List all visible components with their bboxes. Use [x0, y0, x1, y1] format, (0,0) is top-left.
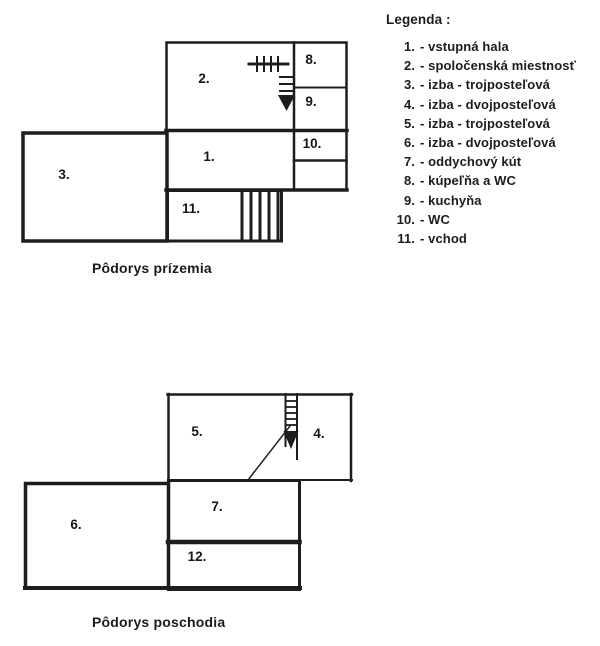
legend-item-number: 4. [403, 96, 415, 112]
upper-floor-plan [25, 394, 352, 590]
legend-item-text: - WC [420, 211, 450, 227]
legend-item-text: - spoločenská miestnosť [420, 58, 576, 74]
legend-item-number: 10. [396, 211, 415, 227]
legend-item-text: - izba - dvojposteľová [420, 96, 556, 112]
room-label-1: 1. [203, 149, 215, 164]
legend-title: Legenda : [386, 12, 451, 27]
legend-item-number: 1. [403, 39, 415, 54]
room-label-3: 3. [58, 167, 70, 182]
room-label-11: 11. [181, 201, 201, 216]
legend-item-text: - vchod [420, 231, 467, 247]
legend-item [386, 37, 598, 56]
legend-item-text: - izba - trojposteľová [420, 77, 550, 93]
legend-item-text: - oddychový kút [420, 154, 522, 170]
room-label-5: 5. [191, 424, 203, 439]
legend-item [386, 75, 598, 94]
legend-item [386, 171, 598, 190]
legend-item [386, 56, 598, 75]
legend-item-number: 3. [403, 77, 415, 93]
room-label-2: 2. [198, 71, 210, 86]
room-label-7: 7. [211, 499, 223, 514]
room-label-10: 10. [302, 136, 322, 151]
legend-item-text: - kúpeľňa a WC [420, 173, 516, 189]
legend-item-text: - izba - trojposteľová [420, 115, 550, 131]
legend-item [386, 95, 598, 114]
legend-items [386, 37, 598, 248]
legend-item [386, 114, 598, 133]
legend-item [386, 133, 598, 152]
legend-item-number: 2. [403, 58, 415, 74]
room-label-9: 9. [305, 94, 317, 109]
stairs-down-icon [249, 57, 295, 111]
legend-item-number: 8. [403, 173, 415, 189]
legend-item [386, 191, 598, 210]
legend-item-number: 5. [403, 115, 415, 131]
legend-item [386, 210, 598, 229]
room-label-4: 4. [313, 426, 325, 441]
entrance-steps-hatching [242, 192, 278, 240]
legend-item-text: - vstupná hala [420, 39, 509, 54]
legend-item-number: 7. [403, 154, 415, 170]
upper-floor-caption: Pôdorys poschodia [92, 614, 226, 630]
room-label-12: 12. [187, 549, 207, 564]
legend-item [386, 229, 598, 248]
legend [386, 12, 598, 248]
legend-item [386, 152, 598, 171]
legend-item-number: 6. [403, 135, 415, 151]
legend-item-number: 9. [403, 192, 415, 208]
ground-floor-caption: Pôdorys prízemia [92, 260, 212, 276]
room-label-8: 8. [305, 52, 317, 67]
room-label-6: 6. [70, 517, 82, 532]
ground-floor-plan [23, 43, 347, 242]
legend-item-text: - kuchyňa [420, 192, 482, 208]
legend-item-number: 11. [397, 231, 415, 247]
legend-item-text: - izba - dvojposteľová [420, 135, 556, 151]
